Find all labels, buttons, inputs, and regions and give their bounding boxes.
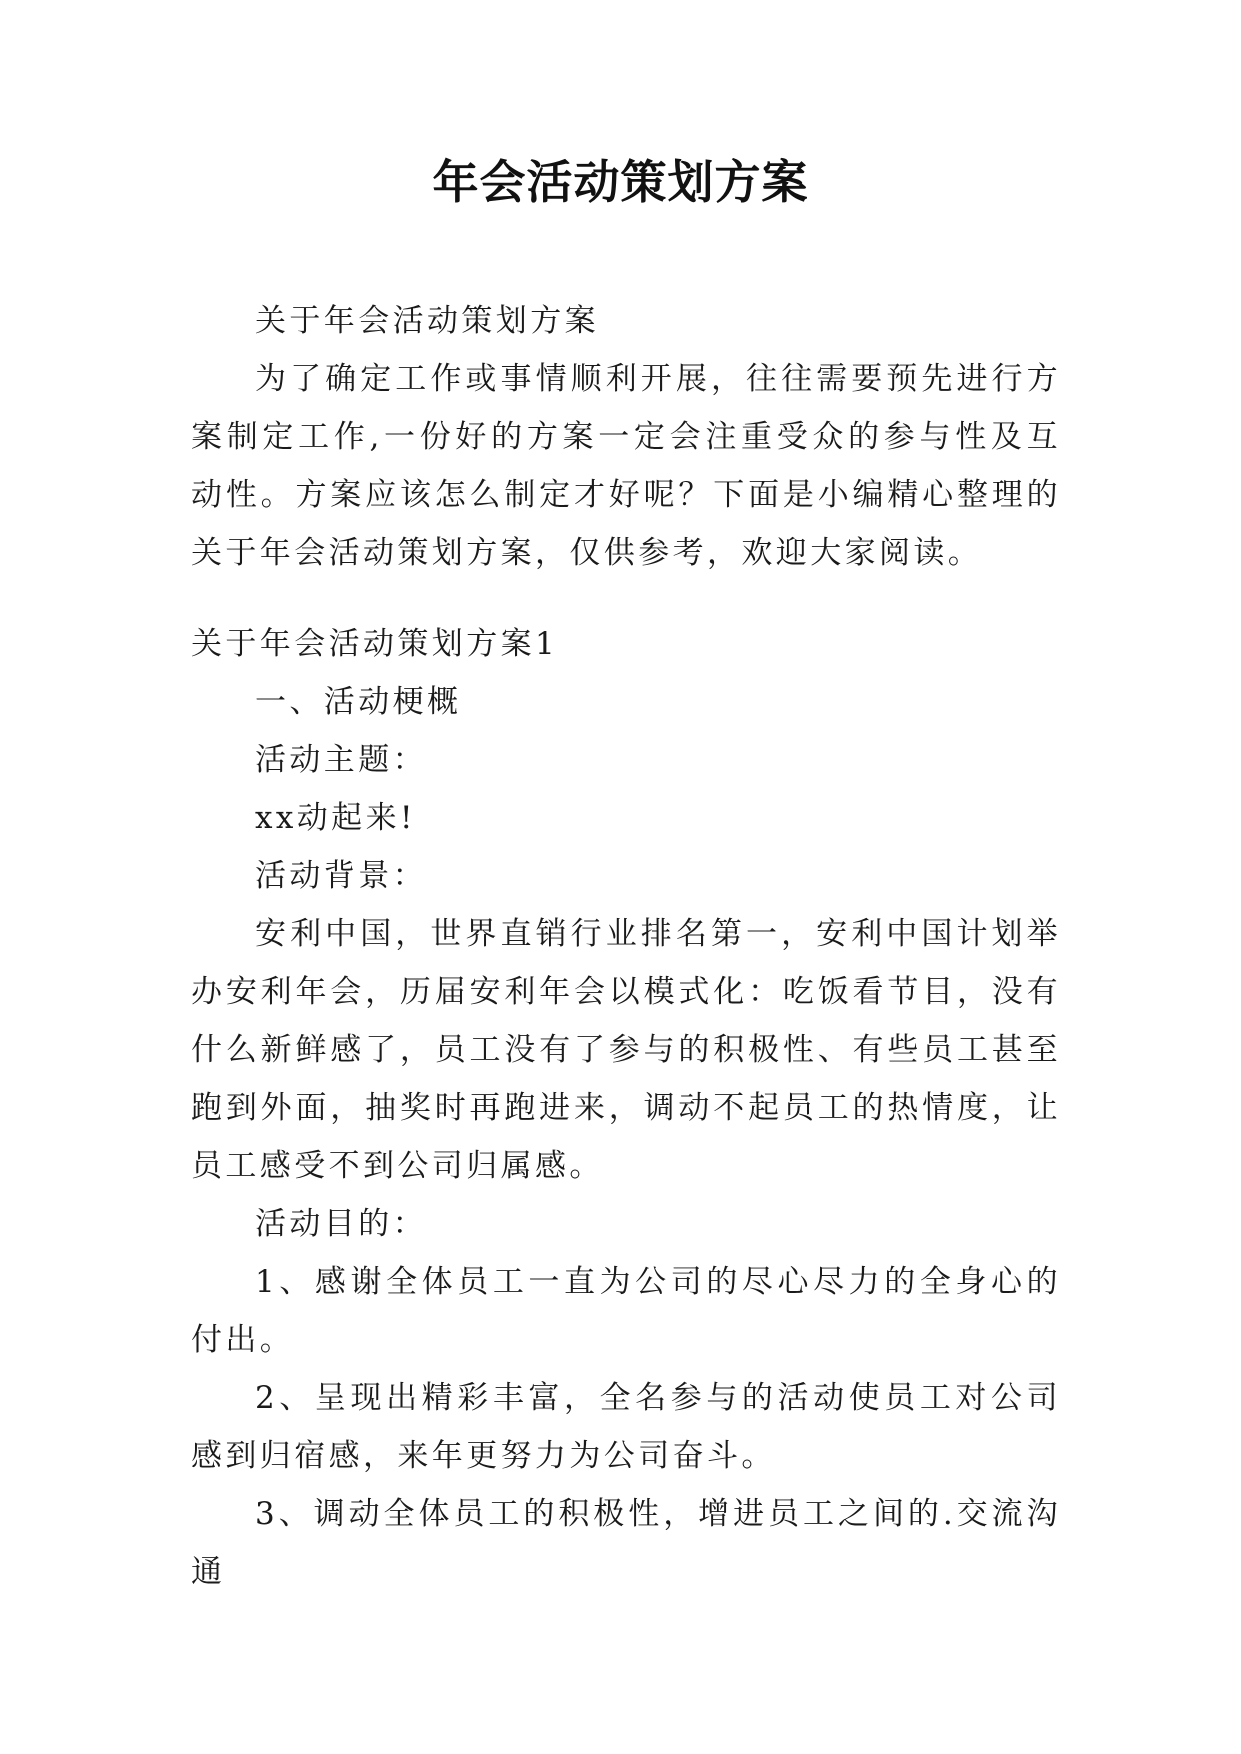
background-label: 活动背景： (255, 858, 427, 894)
intro-heading: 关于年会活动策划方案 (255, 303, 599, 339)
intro-paragraph: 为了确定工作或事情顺利开展，往往需要预先进行方案制定工作,一份好的方案一定会注重受众的参与性及互动性。方案应该怎么制定才好呢？下面是小编精心整理的关于年会活动策划方案，仅供参考，欢迎大家阅读。 (191, 361, 1061, 571)
purpose-item-3: 3、调动全体员工的积极性，增进员工之间的.交流沟通 (191, 1496, 1061, 1590)
document-title: 年会活动策划方案 (432, 155, 809, 209)
section-heading: 关于年会活动策划方案1 (191, 626, 559, 662)
section-spacer (191, 582, 1061, 615)
overview-heading: 一、活动梗概 (255, 684, 462, 720)
theme-value: xx动起来! (255, 800, 416, 836)
purpose-item-1: 1、感谢全体员工一直为公司的尽心尽力的全身心的付出。 (191, 1264, 1061, 1358)
theme-label: 活动主题： (255, 742, 427, 778)
background-paragraph: 安利中国，世界直销行业排名第一，安利中国计划举办安利年会，历届安利年会以模式化：吃饭看节目，没有什么新鲜感了，员工没有了参与的积极性、有些员工甚至跑到外面，抽奖时再跑进来，调动不起员工的热情度，让员工感受不到公司归属感。 (191, 916, 1061, 1184)
document-body (191, 292, 1061, 1601)
purpose-item-2: 2、呈现出精彩丰富，全名参与的活动使员工对公司感到归宿感，来年更努力为公司奋斗。 (191, 1380, 1061, 1474)
purpose-label: 活动目的： (255, 1206, 427, 1242)
